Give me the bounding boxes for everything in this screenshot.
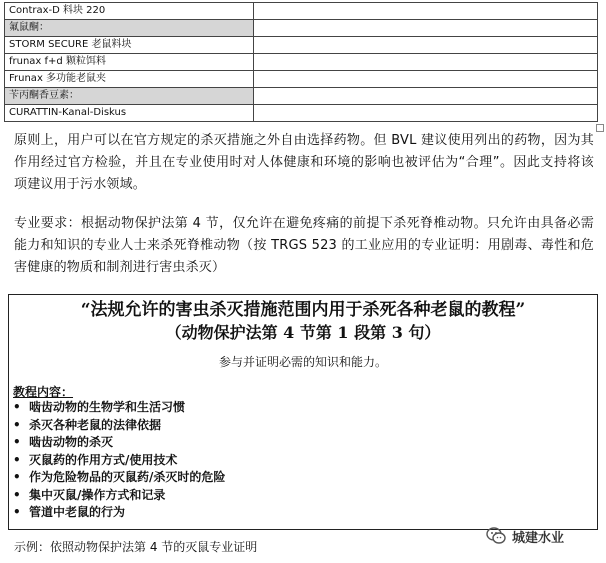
table-row bbox=[5, 71, 598, 88]
empty-cell bbox=[254, 88, 598, 105]
topic-text: 啮齿动物的生物学和生活习惯 bbox=[29, 400, 186, 414]
watermark-text: 城建水业 bbox=[512, 530, 565, 546]
paragraph-requirements: 专业要求：根据动物保护法第 4 节，仅允许在避免疼痛的前提下杀死脊椎动物。只允许由具备必需能力和知识的专业人士来杀死脊椎动物（按 TRGS 523 的工业应用的专业证明：用剧毒、毒性和危害健康的物质和制剂进行害虫杀灭） bbox=[14, 216, 594, 275]
topic-text: 灭鼠药的作用方式/使用技术 bbox=[29, 452, 178, 467]
bullet-icon: • bbox=[13, 435, 21, 449]
topic-text: 作为危险物品的灭鼠药/杀灭时的危险 bbox=[29, 470, 226, 484]
bullet-icon: • bbox=[13, 505, 21, 519]
topic-text: 杀灭各种老鼠的法律依据 bbox=[29, 417, 162, 432]
empty-cell bbox=[254, 20, 598, 37]
product-name-cell: 氟鼠酮： bbox=[5, 20, 254, 37]
empty-cell bbox=[254, 3, 598, 20]
topic-text: 管道中老鼠的行为 bbox=[29, 505, 126, 519]
bullet-icon: • bbox=[13, 470, 21, 484]
empty-cell bbox=[254, 37, 598, 54]
list-item bbox=[13, 487, 225, 505]
empty-cell bbox=[254, 71, 598, 88]
product-name-cell: STORM SECURE 老鼠料块 bbox=[5, 37, 254, 54]
bullet-icon: • bbox=[13, 400, 21, 414]
table-resize-handle[interactable] bbox=[596, 124, 604, 132]
product-table bbox=[4, 2, 598, 122]
course-content-heading: 教程内容： bbox=[13, 385, 74, 399]
course-note: 参与并证明必需的知识和能力。 bbox=[218, 355, 387, 369]
example-caption: 示例：依照动物保护法第 4 节的灭鼠专业证明 bbox=[14, 540, 258, 554]
table-row bbox=[5, 105, 598, 122]
topic-text: 集中灭鼠/操作方式和记录 bbox=[29, 487, 166, 502]
list-item bbox=[13, 434, 225, 452]
table-row bbox=[5, 88, 598, 105]
course-subtitle: （动物保护法第 4 节第 1 段第 3 句） bbox=[165, 323, 441, 342]
watermark bbox=[486, 526, 564, 546]
list-item bbox=[13, 399, 225, 417]
course-box bbox=[8, 294, 598, 530]
wechat-logo-icon bbox=[486, 526, 506, 546]
course-title: “法规允许的害虫杀灭措施范围内用于杀死各种老鼠的教程” bbox=[80, 300, 526, 320]
bullet-icon: • bbox=[13, 452, 21, 467]
table-row bbox=[5, 3, 598, 20]
product-name-cell: Contrax-D 料块 220 bbox=[5, 3, 254, 20]
list-item bbox=[13, 469, 225, 487]
table-row bbox=[5, 54, 598, 71]
table-row bbox=[5, 37, 598, 54]
empty-cell bbox=[254, 54, 598, 71]
empty-cell bbox=[254, 105, 598, 122]
paragraph-usage: 原则上，用户可以在官方规定的杀灭措施之外自由选择药物。但 BVL 建议使用列出的药物，因为其作用经过官方检验，并且在专业使用时对人体健康和环境的影响也被评估为“合理”。因此支持将该项建议用于污水领域。 bbox=[14, 133, 594, 192]
list-item bbox=[13, 417, 225, 435]
bullet-icon: • bbox=[13, 487, 21, 502]
product-table-wrap bbox=[4, 2, 598, 122]
list-item bbox=[13, 504, 225, 522]
product-name-cell: CURATTIN-Kanal-Diskus bbox=[5, 105, 254, 122]
table-row bbox=[5, 20, 598, 37]
course-topic-list bbox=[13, 399, 225, 522]
list-item bbox=[13, 452, 225, 470]
bullet-icon: • bbox=[13, 417, 21, 432]
product-name-cell: frunax f+d 颗粒饵料 bbox=[5, 54, 254, 71]
topic-text: 啮齿动物的杀灭 bbox=[29, 435, 114, 449]
product-name-cell: 苄丙酮香豆素： bbox=[5, 88, 254, 105]
product-name-cell: Frunax 多功能老鼠夹 bbox=[5, 71, 254, 88]
